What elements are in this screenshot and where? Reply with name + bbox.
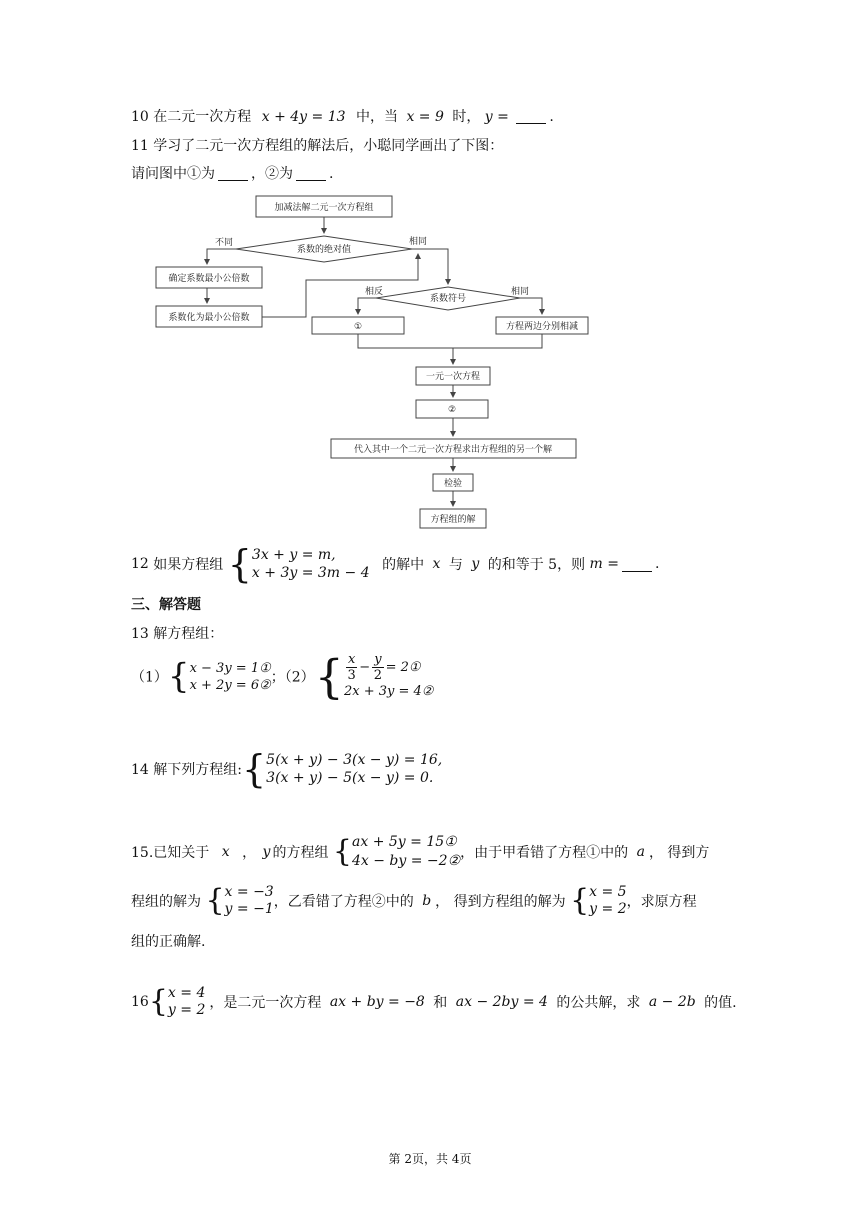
question-12: 12 如果方程组 {3x + y = m, x + 3y = 3m − 4 的解中 x 与 y 的和等于 5，则 m = . — [131, 542, 660, 586]
brace: { — [148, 984, 168, 1019]
brace: { — [570, 883, 590, 918]
question-15-line2: 程组的解为 {x = −3 y = −1，乙看错了方程②中的 b ， 得到方程组的解为 {x = 5 y = 2，求原方程 — [131, 883, 697, 918]
answer-blank — [516, 109, 546, 124]
answer-blank — [218, 166, 248, 181]
flow-lcm2-label: 系数化为最小公倍数 — [168, 313, 250, 323]
flow-start: 加减法解二元一次方程组 — [274, 203, 374, 213]
brace: { — [227, 542, 252, 586]
question-11-line1: 11 学习了二元一次方程组的解法后，小聪同学画出了下图： — [131, 138, 504, 154]
brace: { — [205, 883, 225, 918]
flowchart — [150, 190, 610, 535]
flow-decision2-label: 系数符号 — [429, 294, 467, 304]
page-footer: 第 2页，共 4页 — [388, 1152, 472, 1166]
question-15-line1: 15.已知关于 x ， y 的方程组 {ax + 5y = 15① 4x − by = −2②，由于甲看错了方程①中的 a ， 得到方 — [131, 834, 710, 869]
flow-check-label: 检验 — [443, 479, 463, 489]
flow-box1-label: ① — [353, 322, 363, 332]
flow-diff-label: 不同 — [214, 238, 234, 248]
question-14: 14 解下列方程组:{5(x + y) − 3(x − y) = 16, 3(x + y) − 5(x − y) = 0. — [131, 747, 443, 791]
flow-same2-label: 相同 — [510, 287, 530, 297]
answer-blank — [622, 557, 652, 572]
brace: { — [241, 747, 267, 791]
flow-decision1-label: 系数的绝对值 — [296, 245, 352, 255]
question-11-line2: 请问图中①为 ，②为 . — [131, 166, 334, 182]
flow-substitute-label: 代入其中一个二元一次方程求出方程组的另一个解 — [353, 445, 553, 455]
flow-linear-label: 一元一次方程 — [425, 372, 481, 382]
flow-opp-label: 相反 — [364, 287, 384, 297]
section-heading: 三、解答题 — [131, 597, 201, 613]
brace: { — [167, 656, 190, 697]
answer-blank — [296, 166, 326, 181]
question-16: 16{x = 4 y = 2 ，是二元一次方程 ax + by = −8 和 ax − 2by = 4 的公共解，求 a − 2b 的值. — [131, 984, 737, 1019]
flow-same1-label: 相同 — [408, 237, 428, 247]
flow-box2-label: ② — [447, 405, 457, 415]
brace: { — [332, 834, 352, 869]
flow-lcm1-label: 确定系数最小公倍数 — [168, 274, 250, 284]
question-13-systems: （1）{x − 3y = 1① x + 2y = 6②；（2）{ $\frac{x}{3}$ − $\frac{y}{2}$ = 2① 2x + 3y = 4② — [131, 649, 434, 704]
question-10: 10 在二元一次方程 x + 4y = 13 中，当 x = 9 时， y = . — [131, 109, 554, 125]
brace: { — [314, 649, 344, 704]
question-15-line3: 组的正确解. — [131, 934, 206, 950]
flow-subtract-label: 方程两边分别相减 — [505, 322, 579, 332]
flow-result-label: 方程组的解 — [430, 515, 476, 525]
question-13-title: 13 解方程组： — [131, 626, 224, 642]
